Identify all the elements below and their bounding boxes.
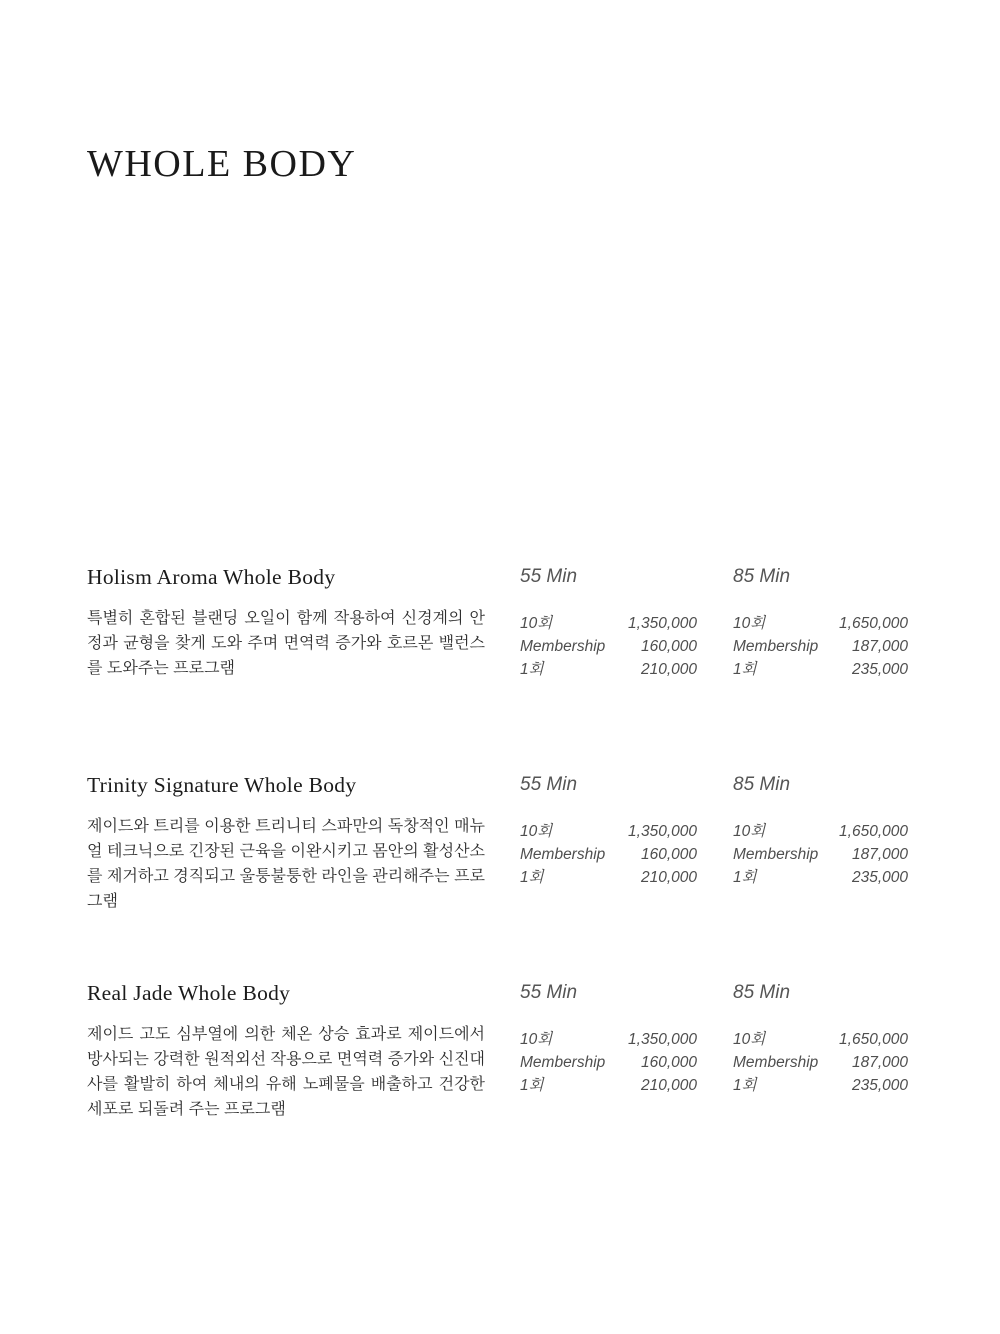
price-table — [520, 820, 697, 889]
price-table — [733, 1028, 908, 1097]
price-value: 187,000 — [851, 638, 908, 655]
price-row — [520, 866, 697, 889]
price-value: 235,000 — [851, 869, 908, 886]
page-title: WHOLE BODY — [87, 143, 357, 185]
price-value: 160,000 — [640, 1054, 697, 1071]
price-value: 1,650,000 — [839, 1031, 908, 1048]
duration-header: 55 Min — [520, 774, 578, 795]
price-label: Membership — [520, 638, 606, 655]
price-label: 10회 — [520, 1031, 553, 1048]
price-label: 1회 — [520, 1077, 544, 1094]
price-label: 1회 — [733, 1077, 757, 1094]
duration-header: 85 Min — [733, 774, 791, 795]
price-value: 187,000 — [851, 846, 908, 863]
service-name: Trinity Signature Whole Body — [87, 773, 357, 797]
price-row — [733, 1051, 908, 1074]
price-column-55min — [520, 565, 697, 681]
price-row — [733, 612, 908, 635]
price-row — [520, 843, 697, 866]
price-value: 1,350,000 — [628, 823, 697, 840]
price-column-55min — [520, 773, 697, 889]
price-label: 10회 — [520, 615, 553, 632]
price-label: Membership — [733, 1054, 819, 1071]
price-row — [520, 1074, 697, 1097]
price-label: 10회 — [733, 615, 766, 632]
service-section-holism-aroma — [87, 565, 910, 681]
price-table — [520, 612, 697, 681]
price-table — [733, 612, 908, 681]
price-row — [520, 1028, 697, 1051]
price-row — [520, 658, 697, 681]
price-row — [520, 1051, 697, 1074]
price-value: 187,000 — [851, 1054, 908, 1071]
price-label: 1회 — [520, 661, 544, 678]
price-column-85min — [733, 773, 908, 889]
duration-header: 55 Min — [520, 982, 578, 1003]
price-label: 1회 — [733, 869, 757, 886]
price-label: 10회 — [733, 1031, 766, 1048]
price-row — [520, 820, 697, 843]
service-description: 제이드와 트리를 이용한 트리니티 스파만의 독창적인 매뉴얼 테크닉으로 긴장된 근육을 이완시키고 몸안의 활성산소를 제거하고 경직되고 울퉁불퉁한 라인을 관리해주는 프로그램 — [87, 818, 485, 910]
price-value: 1,650,000 — [839, 823, 908, 840]
price-label: 10회 — [733, 823, 766, 840]
service-description: 제이드 고도 심부열에 의한 체온 상승 효과로 제이드에서 방사되는 강력한 원적외선 작용으로 면역력 증가와 신진대사를 활발히 하여 체내의 유해 노폐물을 배출하고 건강한 세포로 되돌려 주는 프로그램 — [87, 1026, 485, 1118]
price-label: Membership — [520, 846, 606, 863]
price-row — [733, 1074, 908, 1097]
price-value: 235,000 — [851, 1077, 908, 1094]
price-row — [733, 843, 908, 866]
price-column-55min — [520, 981, 697, 1097]
price-label: Membership — [520, 1054, 606, 1071]
price-value: 160,000 — [640, 846, 697, 863]
duration-header: 55 Min — [520, 566, 578, 587]
price-row — [733, 820, 908, 843]
price-value: 1,350,000 — [628, 615, 697, 632]
price-row — [733, 866, 908, 889]
price-column-85min — [733, 981, 908, 1097]
price-value: 210,000 — [640, 661, 697, 678]
duration-header: 85 Min — [733, 566, 791, 587]
price-value: 210,000 — [640, 869, 697, 886]
duration-header: 85 Min — [733, 982, 791, 1003]
price-label: 10회 — [520, 823, 553, 840]
price-value: 1,350,000 — [628, 1031, 697, 1048]
service-name: Real Jade Whole Body — [87, 981, 291, 1005]
price-label: 1회 — [520, 869, 544, 886]
price-column-85min — [733, 565, 908, 681]
price-row — [733, 1028, 908, 1051]
price-value: 1,650,000 — [839, 615, 908, 632]
service-description: 특별히 혼합된 블랜딩 오일이 함께 작용하여 신경계의 안정과 균형을 찾게 도와 주며 면역력 증가와 호르몬 밸런스를 도와주는 프로그램 — [87, 610, 485, 677]
price-row — [520, 635, 697, 658]
price-label: Membership — [733, 638, 819, 655]
price-value: 235,000 — [851, 661, 908, 678]
service-section-trinity-signature — [87, 773, 910, 914]
service-name: Holism Aroma Whole Body — [87, 565, 336, 589]
price-label: 1회 — [733, 661, 757, 678]
price-row — [520, 612, 697, 635]
price-label: Membership — [733, 846, 819, 863]
price-table — [520, 1028, 697, 1097]
price-value: 160,000 — [640, 638, 697, 655]
price-table — [733, 820, 908, 889]
price-row — [733, 635, 908, 658]
price-row — [733, 658, 908, 681]
price-value: 210,000 — [640, 1077, 697, 1094]
service-section-real-jade — [87, 981, 910, 1122]
